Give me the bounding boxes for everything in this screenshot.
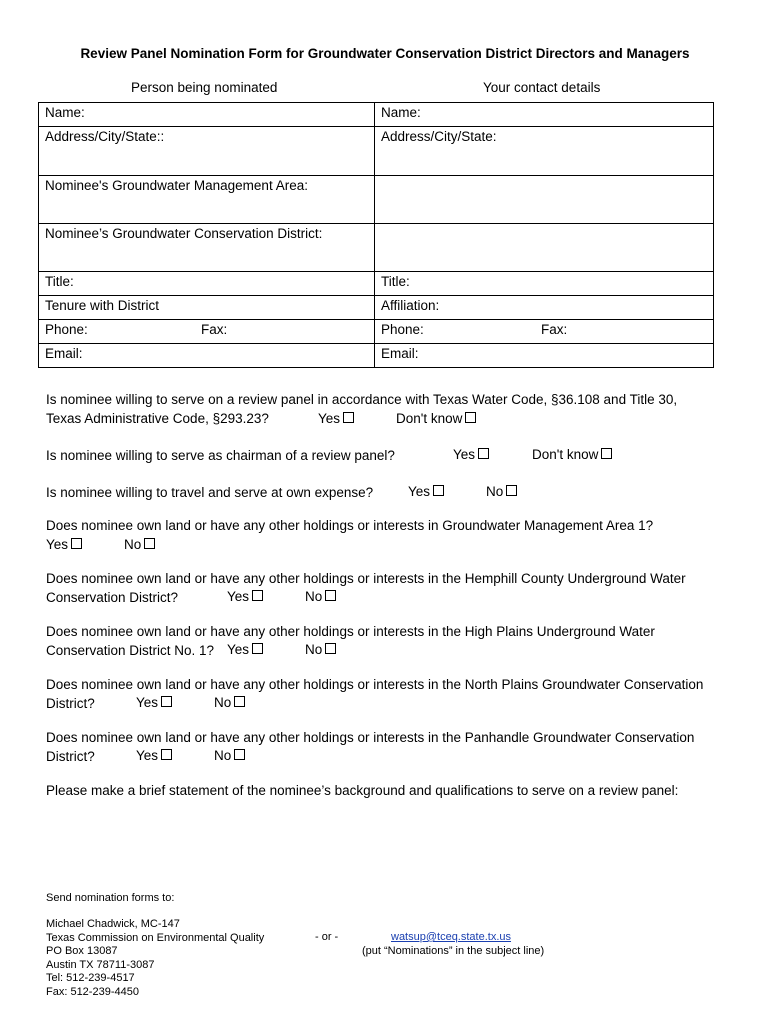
checkbox-icon[interactable] [161, 696, 172, 707]
q1-dont-know-option[interactable] [396, 411, 476, 426]
no-label: No [305, 589, 323, 604]
q8-yes-option[interactable] [136, 748, 172, 763]
empty-cell [375, 224, 714, 272]
checkbox-icon[interactable] [506, 485, 517, 496]
yes-label: Yes [408, 484, 431, 499]
checkbox-icon[interactable] [252, 590, 263, 601]
nominee-phone-fax-field[interactable] [39, 320, 375, 344]
q7-no-option[interactable] [214, 695, 245, 710]
q3-yes-option[interactable] [408, 484, 444, 499]
q2-yes-option[interactable] [453, 447, 489, 462]
checkbox-icon[interactable] [478, 448, 489, 459]
dont-know-label: Don't know [396, 411, 463, 426]
email-link[interactable]: watsup@tceq.state.tx.us [391, 931, 512, 943]
checkbox-icon[interactable] [325, 590, 336, 601]
address-line: Michael Chadwick, MC-147 [46, 918, 180, 930]
question-8-line-2: District? [46, 749, 95, 764]
contact-title-field[interactable] [375, 272, 714, 296]
yes-label: Yes [227, 642, 250, 657]
contact-title-label: Title: [381, 274, 410, 289]
nominee-address-field[interactable] [39, 127, 375, 176]
nominee-title-label: Title: [45, 274, 74, 289]
question-6-line-1: Does nominee own land or have any other holdings or interests in the High Plains Underground Water [46, 624, 655, 639]
no-label: No [214, 695, 232, 710]
or-separator: - or - [315, 931, 339, 943]
address-line: Tel: 512-239-4517 [46, 972, 135, 985]
nominee-phone-label: Phone: [45, 322, 88, 337]
yes-label: Yes [318, 411, 341, 426]
checkbox-icon[interactable] [325, 643, 336, 654]
question-4: Does nominee own land or have any other holdings or interests in Groundwater Management Area 1? [46, 518, 654, 533]
yes-label: Yes [453, 447, 476, 462]
contact-details-table [38, 102, 714, 368]
q3-no-option[interactable] [486, 484, 517, 499]
send-to-label: Send nomination forms to: [46, 892, 175, 904]
checkbox-icon[interactable] [234, 749, 245, 760]
contact-address-field[interactable] [375, 127, 714, 176]
contact-fax-label: Fax: [541, 322, 568, 337]
email-subject-note: (put “Nominations” in the subject line) [362, 945, 545, 957]
checkbox-icon[interactable] [71, 538, 82, 549]
question-8-line-1: Does nominee own land or have any other holdings or interests in the Panhandle Groundwater Conservation [46, 730, 695, 745]
q7-yes-option[interactable] [136, 695, 172, 710]
q4-no-option[interactable] [124, 537, 155, 552]
yes-label: Yes [136, 748, 159, 763]
nominee-fax-label: Fax: [201, 322, 228, 337]
checkbox-icon[interactable] [601, 448, 612, 459]
question-3: Is nominee willing to travel and serve at own expense? [46, 485, 374, 500]
q6-yes-option[interactable] [227, 642, 263, 657]
question-1-line-2: Texas Administrative Code, §293.23? [46, 411, 269, 426]
nominee-tenure-field[interactable] [39, 296, 375, 320]
yes-label: Yes [136, 695, 159, 710]
question-5-line-2: Conservation District? [46, 590, 179, 605]
no-label: No [124, 537, 142, 552]
address-line: Fax: 512-239-4450 [46, 985, 139, 998]
nominee-address-label: Address/City/State:: [45, 129, 165, 144]
q2-dont-know-option[interactable] [532, 447, 612, 462]
contact-affiliation-field[interactable] [375, 296, 714, 320]
q5-no-option[interactable] [305, 589, 336, 604]
question-7-line-1: Does nominee own land or have any other holdings or interests in the North Plains Groundwater Conservation [46, 677, 704, 692]
nominee-tenure-label: Tenure with District [45, 298, 160, 313]
contact-phone-fax-field[interactable] [375, 320, 714, 344]
checkbox-icon[interactable] [252, 643, 263, 654]
nominee-gcd-label: Nominee’s Groundwater Conservation District: [45, 226, 323, 241]
q4-yes-option[interactable] [46, 537, 82, 552]
q8-no-option[interactable] [214, 748, 245, 763]
contact-name-field[interactable] [375, 103, 714, 127]
question-5-line-1: Does nominee own land or have any other holdings or interests in the Hemphill County Underground Water [46, 571, 686, 586]
address-line: Texas Commission on Environmental Quality [46, 931, 265, 944]
question-1-line-1: Is nominee willing to serve on a review panel in accordance with Texas Water Code, §36.108 and Title 30, [46, 392, 678, 407]
q5-yes-option[interactable] [227, 589, 263, 604]
nominee-gcd-field[interactable] [39, 224, 375, 272]
contact-email-field[interactable] [375, 344, 714, 368]
contact-email-label: Email: [381, 346, 419, 361]
checkbox-icon[interactable] [343, 412, 354, 423]
nominee-title-field[interactable] [39, 272, 375, 296]
checkbox-icon[interactable] [161, 749, 172, 760]
contact-address-label: Address/City/State: [381, 129, 497, 144]
yes-label: Yes [46, 537, 69, 552]
contact-name-label: Name: [381, 105, 421, 120]
statement-prompt: Please make a brief statement of the nominee’s background and qualifications to serve on a review panel: [46, 783, 679, 798]
checkbox-icon[interactable] [234, 696, 245, 707]
checkbox-icon[interactable] [465, 412, 476, 423]
nominee-column-heading: Person being nominated [131, 80, 278, 95]
question-2: Is nominee willing to serve as chairman of a review panel? [46, 448, 395, 463]
nominee-gma-field[interactable] [39, 176, 375, 224]
empty-cell [375, 176, 714, 224]
form-title: Review Panel Nomination Form for Groundwater Conservation District Directors and Managers [80, 46, 690, 61]
address-line: PO Box 13087 [46, 945, 118, 958]
nominee-gma-label: Nominee's Groundwater Management Area: [45, 178, 308, 193]
question-7-line-2: District? [46, 696, 95, 711]
contact-phone-label: Phone: [381, 322, 424, 337]
question-6-line-2: Conservation District No. 1? [46, 643, 215, 658]
q6-no-option[interactable] [305, 642, 336, 657]
no-label: No [214, 748, 232, 763]
no-label: No [305, 642, 323, 657]
dont-know-label: Don't know [532, 447, 599, 462]
address-line: Austin TX 78711-3087 [46, 958, 155, 971]
nominee-email-field[interactable] [39, 344, 375, 368]
nominee-name-label: Name: [45, 105, 85, 120]
q1-yes-option[interactable] [318, 411, 354, 426]
contact-column-heading: Your contact details [483, 80, 601, 95]
no-label: No [486, 484, 504, 499]
mailing-address [46, 918, 264, 1000]
contact-affiliation-label: Affiliation: [381, 298, 440, 313]
nominee-email-label: Email: [45, 346, 83, 361]
yes-label: Yes [227, 589, 250, 604]
nominee-name-field[interactable] [39, 103, 375, 127]
checkbox-icon[interactable] [433, 485, 444, 496]
checkbox-icon[interactable] [144, 538, 155, 549]
